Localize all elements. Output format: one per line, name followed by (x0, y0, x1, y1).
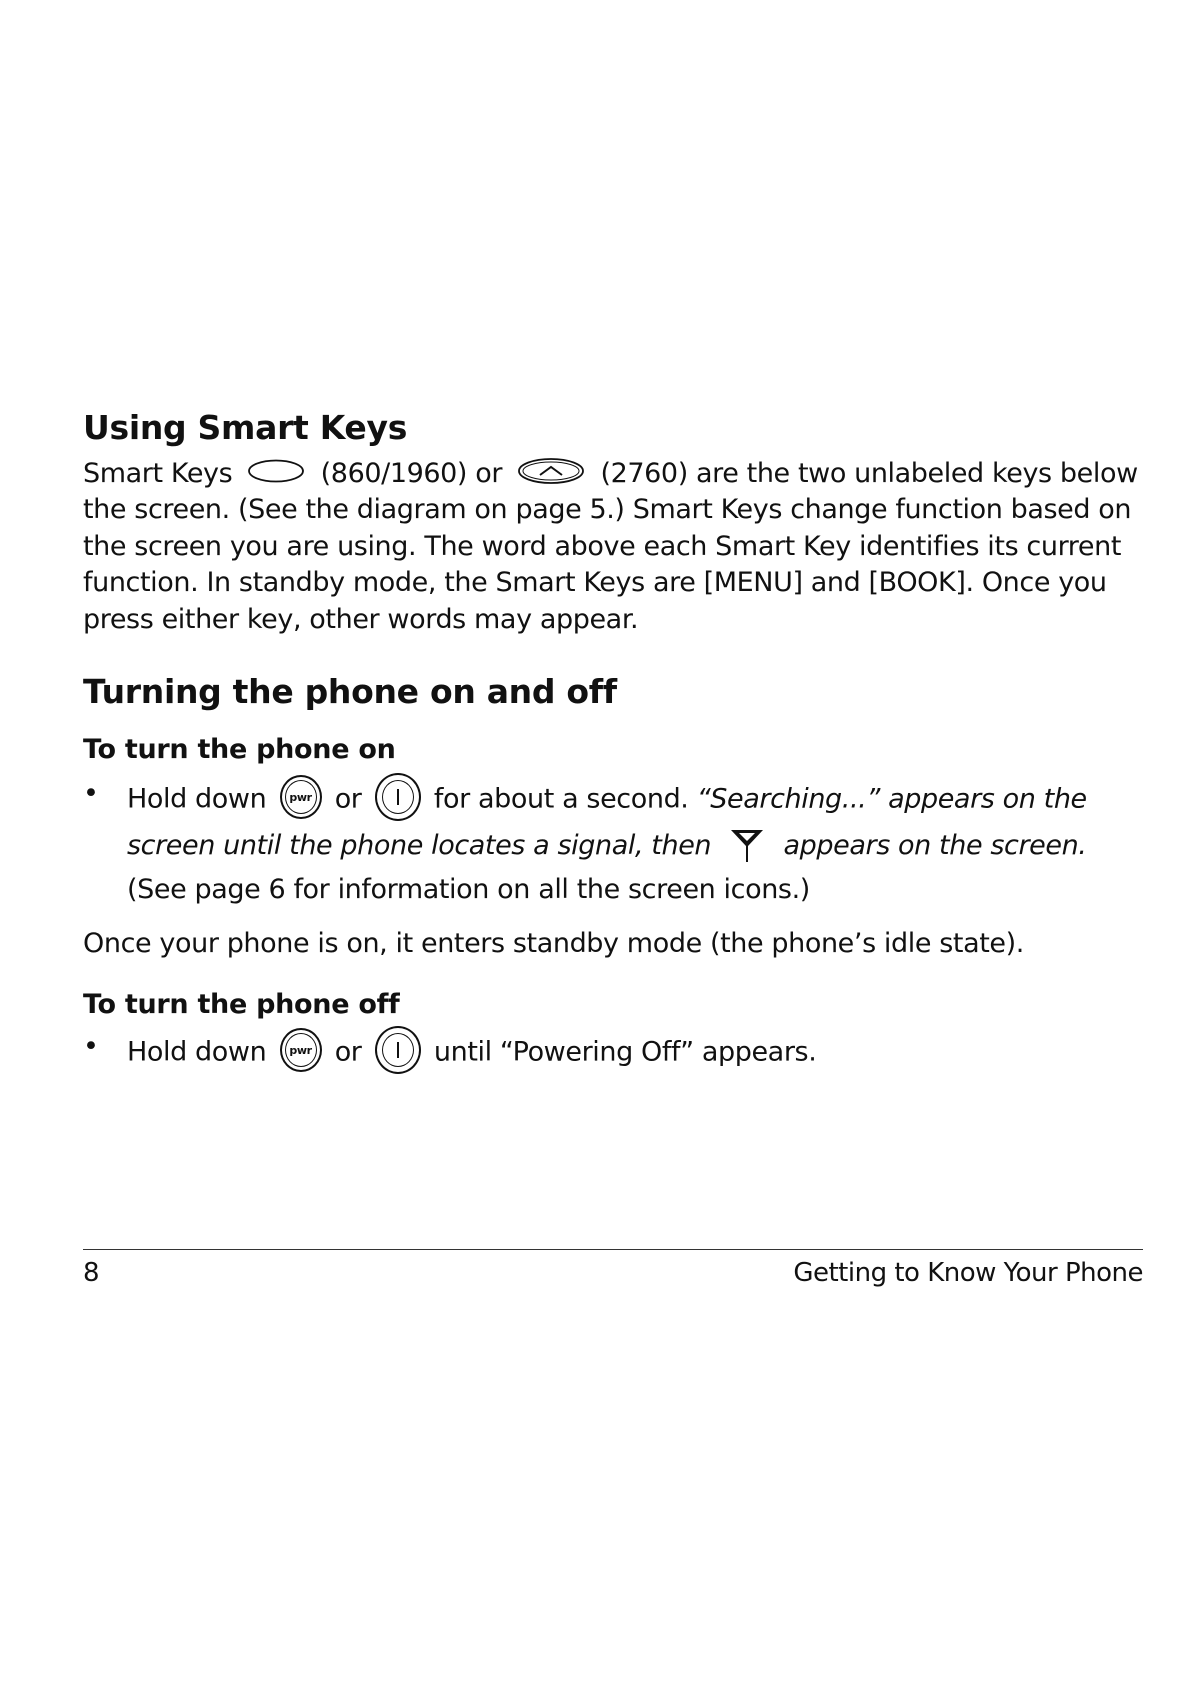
turn-on-text-4: “Searching...” appears on the screen until the phone locates a signal, then (127, 783, 1087, 862)
turn-on-text-6: (See page 6 for information on all the screen icons.) (127, 874, 810, 906)
subheading-turn-off: To turn the phone off (83, 988, 400, 1020)
subheading-turn-on: To turn the phone on (83, 733, 396, 765)
pwr-key-label: pwr (285, 1033, 317, 1067)
section-heading-smart-keys: Using Smart Keys (83, 408, 408, 447)
antenna-signal-icon (727, 824, 767, 864)
turn-on-instructions (127, 776, 1143, 912)
pwr-key-icon (280, 1028, 322, 1072)
pwr-key-icon (280, 775, 322, 819)
turn-on-bullet (83, 776, 1143, 912)
smart-keys-text-1: Smart Keys (83, 457, 233, 489)
page-number: 8 (83, 1258, 100, 1288)
end-key-icon (375, 1026, 421, 1074)
end-key-icon (375, 773, 421, 821)
turn-on-text-3: for about a second. (433, 783, 689, 815)
pwr-key-label: pwr (285, 780, 317, 814)
chapter-title: Getting to Know Your Phone (793, 1258, 1143, 1288)
manual-page (83, 408, 1143, 1077)
footer-divider (83, 1249, 1143, 1250)
turn-off-text-1: Hold down (127, 1036, 267, 1068)
turn-on-text-5: appears on the screen. (783, 830, 1087, 862)
turn-off-instructions (127, 1029, 1143, 1077)
turn-off-bullet (83, 1029, 1143, 1077)
smart-keys-text-2: (860/1960) or (320, 457, 503, 489)
arrow-key-icon (516, 456, 586, 486)
standby-paragraph: Once your phone is on, it enters standby mode (the phone’s idle state). (83, 928, 1024, 960)
turn-off-text-3: until “Powering Off” appears. (433, 1036, 817, 1068)
bullet-dot: • (83, 778, 99, 810)
smart-keys-text-3: (2760) are the two unlabeled keys below the screen. (See the diagram on page 5.) Smart Keys change function based on the screen you are using. The word above each Smart Key identifies its current function. In standby mode, the Smart Keys are [MENU] and [BOOK]. Once you press either key, other words may appear. (83, 457, 1138, 635)
turn-off-text-2: or (334, 1036, 362, 1068)
oval-key-icon (246, 458, 306, 484)
turn-on-text-1: Hold down (127, 783, 267, 815)
smart-keys-paragraph (83, 456, 1163, 639)
bullet-dot: • (83, 1030, 99, 1062)
section-heading-turning-phone: Turning the phone on and off (83, 672, 617, 712)
turn-on-text-2: or (334, 783, 362, 815)
